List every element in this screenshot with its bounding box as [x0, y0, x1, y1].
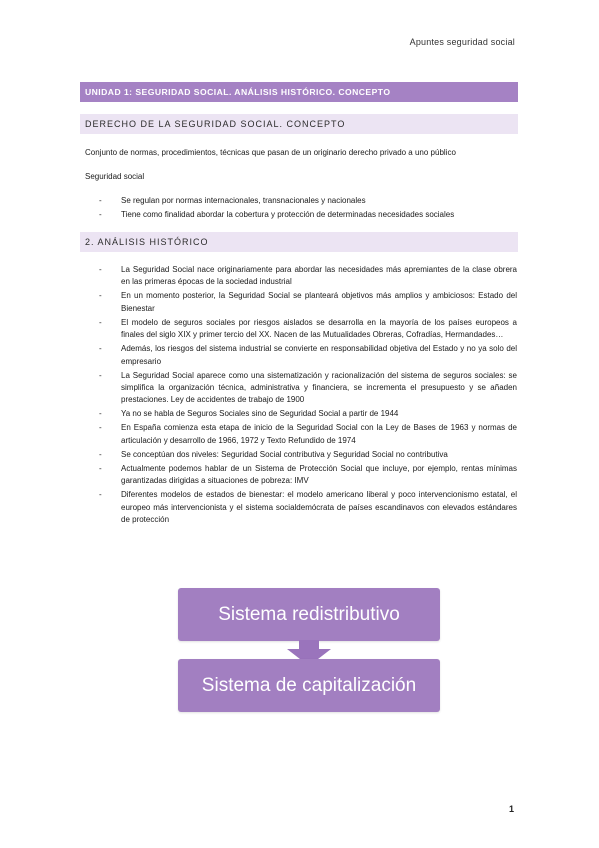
bullet-marker: - — [99, 449, 102, 459]
diagram-box-redistributivo: Sistema redistributivo — [178, 588, 440, 641]
list-item: - En un momento posterior, la Seguridad Social se planteará objetivos más amplios y ambiciosos: Estado del Bienestar — [99, 291, 517, 313]
bullet-marker: - — [99, 370, 102, 380]
definition-paragraph: Conjunto de normas, procedimientos, técnicas que pasan de un originario derecho privado a uno público — [85, 148, 456, 157]
list-item: - En España comienza esta etapa de inicio de la Seguridad Social con la Ley de Bases de 1963 y normas de articulación y desarrollo de 1966, 1972 y Texto Refundido de 1974 — [99, 423, 517, 445]
list-item: - Tiene como finalidad abordar la cobertura y protección de determinadas necesidades sociales — [85, 209, 517, 221]
bullet-marker: - — [99, 317, 102, 327]
list-item: - Ya no se habla de Seguros Sociales sino de Seguridad Social a partir de 1944 — [85, 408, 517, 420]
list-item: - El modelo de seguros sociales por riesgos aislados se desarrolla en la mayoría de los países europeos a finales del siglo XIX y primer tercio del XX. Nacen de las Mutualidades Obreras, Cofradías, Hermandades… — [99, 317, 517, 340]
historia-bullet-list — [85, 264, 517, 528]
bullet-marker: - — [99, 490, 102, 500]
section-heading-concepto: DERECHO DE LA SEGURIDAD SOCIAL. CONCEPTO — [85, 119, 346, 129]
list-item: - Además, los riesgos del sistema industrial se convierte en responsabilidad objetiva del Estado y no ya solo del empresario — [99, 344, 517, 366]
bullet-marker: - — [99, 463, 102, 473]
list-item: - Diferentes modelos de estados de bienestar: el modelo americano liberal y poco intervencionismo estatal, el europeo más intervencionista y el sistema socialdemócrata de países escandinavos con elevados estándares de protección — [99, 490, 517, 525]
list-item: - La Seguridad Social aparece como una sistematización y racionalización del sistema de seguros sociales: se simplifica la organización técnica, administrativa y financiera, se incrementa el presupuesto y se añaden prestaciones. Ley de accidentes de trabajo de 1900 — [99, 370, 517, 405]
bullet-marker: - — [99, 344, 102, 354]
document-header-title: Apuntes seguridad social — [409, 37, 515, 47]
concepto-bullet-list — [85, 195, 517, 223]
bullet-marker: - — [99, 196, 102, 205]
bullet-marker: - — [99, 210, 102, 219]
section-heading-bar — [80, 232, 518, 252]
list-item: - La Seguridad Social nace originariamente para abordar las necesidades más apremiantes de la clase obrera en las primeras épocas de la sociedad industrial — [99, 265, 517, 287]
page-number: 1 — [508, 804, 514, 814]
list-item: - Se regulan por normas internacionales, transnacionales y nacionales — [85, 195, 517, 207]
subheading-seguridad-social: Seguridad social — [85, 172, 145, 181]
unit-heading-bar — [80, 82, 518, 102]
section-heading-analisis: 2. ANÁLISIS HISTÓRICO — [85, 237, 209, 247]
bullet-marker: - — [99, 291, 102, 301]
list-item: - Actualmente podemos hablar de un Sistema de Protección Social que incluye, por ejemplo, rentas mínimas garantizadas dirigidas a situaciones de pobreza: IMV — [99, 463, 517, 486]
bullet-marker: - — [99, 265, 102, 274]
diagram-box-capitalizacion: Sistema de capitalización — [178, 659, 440, 712]
bullet-marker: - — [99, 409, 102, 419]
bullet-marker: - — [99, 423, 102, 433]
unit-heading: UNIDAD 1: SEGURIDAD SOCIAL. ANÁLISIS HISTÓRICO. CONCEPTO — [85, 87, 391, 97]
section-heading-bar — [80, 114, 518, 134]
list-item: - Se conceptúan dos niveles: Seguridad Social contributiva y Seguridad Social no contributiva — [85, 449, 517, 461]
